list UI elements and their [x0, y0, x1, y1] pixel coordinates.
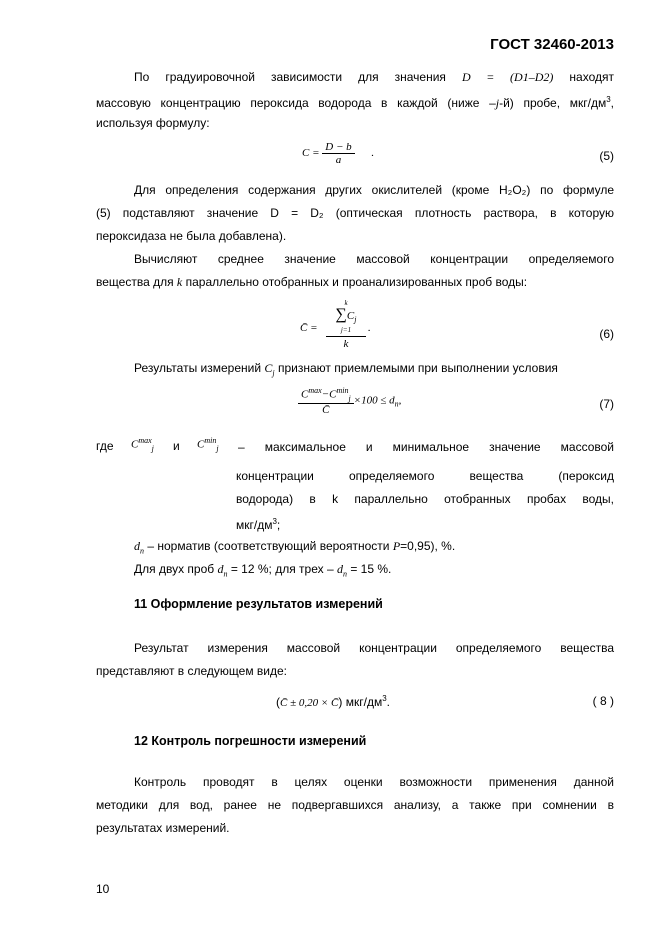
document-id: ГОСТ 32460-2013 [490, 36, 614, 53]
eq7-tail: , [398, 394, 402, 407]
eq5-fraction [322, 141, 354, 166]
page-number: 10 [96, 882, 110, 896]
where-cmax: $C^{max}_j$ [131, 436, 154, 453]
eq5-denominator: a [335, 154, 342, 166]
section-11-heading: 11 Оформление результатов измерений [134, 597, 383, 611]
eq6-sum [326, 307, 366, 327]
where-line4-text: мкг/дм [236, 518, 273, 532]
where-label: где [96, 439, 114, 453]
eq7-sup-max: max [308, 386, 322, 395]
eq6-sum-sub: j [354, 315, 357, 325]
para1-line2-var: j [495, 96, 500, 110]
dn-line [134, 538, 614, 559]
eq8-expr: C̄ ± 0,20 × C̄ [280, 697, 339, 709]
para1-line1-expr: D = (D1–D2) [461, 70, 554, 84]
where-line4 [236, 514, 614, 533]
para4-var-sub: j [272, 368, 275, 378]
para3-line1: Вычисляют среднее значение массовой концентрации определяемого [134, 252, 614, 266]
eq6-number: (6) [599, 327, 614, 341]
eq7-rest-sub: n [394, 399, 399, 409]
where-cmin-sub: j [216, 443, 219, 453]
para4-line [96, 360, 614, 381]
where-cmax-sup: max [138, 436, 152, 445]
eq7-numerator [298, 386, 354, 404]
eq6-sum-top: k [344, 299, 348, 307]
eq5-tail: . [371, 147, 375, 160]
where-cmin: $C^{min}_j$ [197, 436, 219, 453]
para1-line3: используя формулу: [96, 116, 210, 130]
para4-text-a: Результаты измерений [134, 361, 262, 375]
para1-line2-text: массовую концентрацию пероксида водорода в каждой (ниже – [96, 96, 496, 110]
dn-p-val: =0,95), %. [400, 539, 456, 553]
where-cmin-sup: min [204, 436, 217, 445]
para1-line2-end: -й) пробе, мкг/дм [499, 96, 607, 110]
eq7-fraction [298, 386, 354, 416]
dn-text: – норматив (соответствующий вероятности [147, 539, 390, 553]
sum-sign-icon: ∑ [335, 306, 347, 323]
two-three-dn-a: d [217, 562, 224, 576]
para1-line1-text: По градуировочной зависимости для значения [134, 70, 446, 84]
para3-line2-a: вещества для [96, 275, 174, 289]
para1-line1 [96, 69, 614, 85]
para1-line2-sup: 3 [606, 95, 611, 104]
equation-8 [276, 694, 390, 709]
dn-p: P [392, 539, 401, 553]
eq7-denominator: C̄ [322, 403, 330, 416]
section11-line1: Результат измерения массовой концентрации определяемого вещества [134, 641, 614, 655]
where-line4-sup: 3 [272, 517, 277, 526]
eq6-denominator: k [343, 338, 349, 351]
eq5-numerator: D − b [322, 141, 354, 154]
para1-line2 [96, 92, 614, 111]
section12-line2: методики для вод, ранее не подвергавшихся анализу, а также при сомнении в [96, 798, 614, 812]
eq7-minus-cmin: −C [321, 388, 337, 401]
section11-line2: представляют в следующем виде: [96, 664, 287, 678]
eq6-sum-bottom: j=1 [326, 327, 366, 337]
where-line3: водорода) в k параллельно отобранных пробах воды, [236, 492, 614, 506]
para2-line3: пероксидаза не была добавлена). [96, 229, 287, 243]
dn-sub: n [140, 546, 144, 556]
eq6-fraction [326, 300, 366, 351]
two-three-line [134, 561, 614, 582]
two-three-val-a: = 12 %; для трех – [230, 562, 334, 576]
two-three-dn-b: d [336, 562, 343, 576]
eq8-close: ) [338, 695, 343, 709]
dn-var: d [134, 539, 140, 553]
eq8-number: ( 8 ) [592, 694, 614, 708]
eq7-sub-j: j [348, 393, 351, 403]
eq7-number: (7) [599, 397, 614, 411]
eq5-number: (5) [599, 149, 614, 163]
para4-text-b: признают приемлемыми при выполнении условия [277, 361, 558, 375]
where-and: и [173, 439, 180, 453]
eq7-cmax: C [301, 388, 309, 401]
eq6-lhs: C̄ = [300, 322, 318, 334]
where-cmax-sub: j [151, 443, 154, 453]
eq8-unit-sup: 3 [382, 694, 387, 703]
para3-line2 [96, 274, 614, 290]
eq8-unit: мкг/дм [345, 695, 383, 709]
section12-line1: Контроль проводят в целях оценки возможности применения данной [134, 775, 614, 789]
two-three-val-b: = 15 %. [350, 562, 392, 576]
para2-line1: Для определения содержания других окислителей (кроме H₂O₂) по формуле [134, 183, 614, 197]
eq7-rest: ×100 ≤ d [353, 394, 395, 407]
para2-line2: (5) подставляют значение D = D₂ (оптическая плотность раствора, в которую [96, 206, 614, 220]
equation-7 [298, 386, 401, 416]
para1-line1-right: находят [569, 70, 614, 84]
equation-5 [302, 141, 374, 166]
eq6-sum-term: C [346, 310, 355, 322]
eq7-sup-min: min [336, 386, 349, 395]
eq8-tail: . [386, 695, 390, 709]
two-three-text-a: Для двух проб [134, 562, 215, 576]
where-line1: – максимальное и минимальное значение массовой [238, 440, 614, 454]
eq6-period: . [368, 322, 371, 334]
para4-var: C [264, 361, 273, 375]
two-three-dn-a-sub: n [223, 569, 228, 579]
eq5-lhs: C = [302, 147, 320, 160]
para3-line2-b: параллельно отобранных и проанализированных проб воды: [185, 275, 528, 289]
two-three-dn-b-sub: n [342, 569, 347, 579]
where-line4-tail: ; [276, 518, 281, 532]
where-line2: концентрации определяемого вещества (пероксид [236, 469, 614, 483]
section-12-heading: 12 Контроль погрешности измерений [134, 734, 367, 748]
para1-line2-tail: , [610, 96, 614, 110]
section12-line3: результатах измерений. [96, 821, 230, 835]
para3-line2-k: k [176, 275, 183, 289]
eq8-open: ( [276, 695, 280, 709]
